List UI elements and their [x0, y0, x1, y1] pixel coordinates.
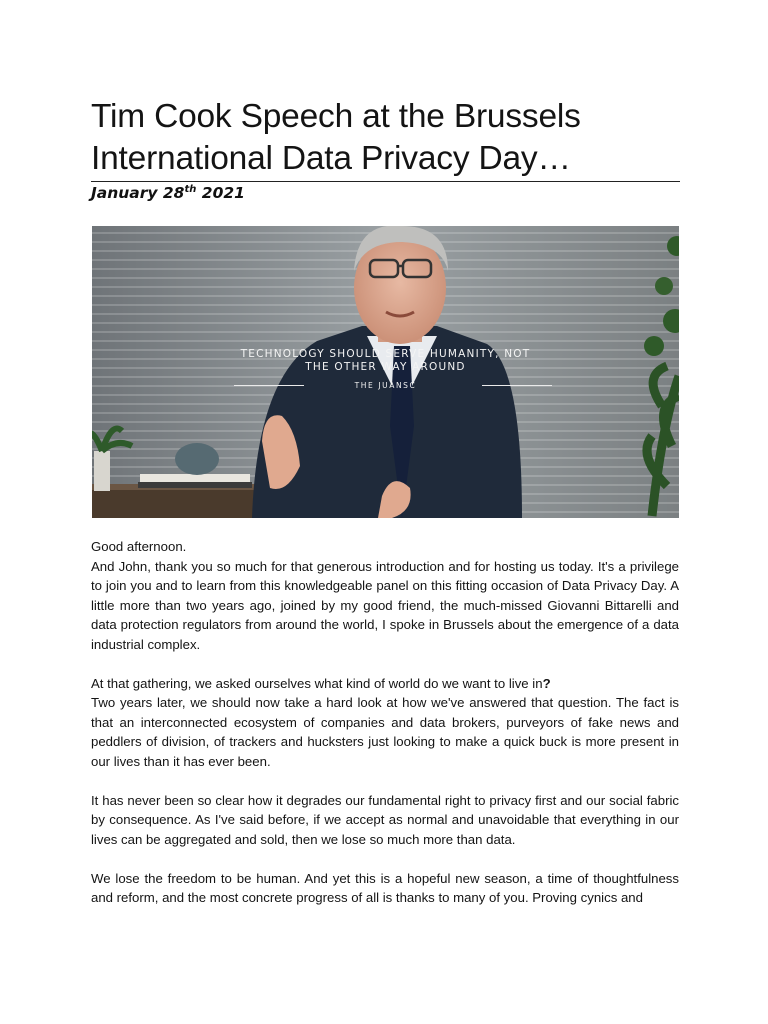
date-ordinal-suffix: th	[184, 184, 197, 195]
title-underline	[91, 181, 680, 182]
photo-credit: THE JUANSC	[354, 381, 417, 390]
photo-quote-line-1: TECHNOLOGY SHOULD SERVE HUMANITY, NOT	[240, 348, 531, 360]
paragraph-1: And John, thank you so much for that generous introduction and for hosting us today. It's a privilege to join you and to learn from this knowledgeable panel on this fitting occasion of Data Privacy Day. A little more than two years ago, joined by my good friend, the much-missed Giovanni Bittarelli and data protection regulators from around the world, I spoke in Brussels about the emergence of a data industrial complex.	[91, 558, 679, 652]
paragraph-question	[91, 674, 679, 694]
speaker-photo	[92, 226, 679, 518]
speech-body	[91, 537, 679, 927]
paragraph-3: It has never been so clear how it degrades our fundamental right to privacy first and our social fabric by consequence. As I've said before, if we accept as normal and unavoidable that everything in our lives can be aggregated and sold, then we lose so much more than data.	[91, 792, 679, 847]
document-date	[91, 184, 245, 202]
photo-quote-line-2: THE OTHER WAY AROUND	[305, 361, 466, 373]
date-year: 2021	[196, 184, 245, 203]
photo-quote	[92, 348, 679, 374]
paragraph-greeting: Good afternoon.	[91, 539, 187, 554]
paragraph-4: We lose the freedom to be human. And yet this is a hopeful new season, a time of thoughtfulness and reform, and the most concrete progress of all is thanks to many of you. Proving cynics and	[91, 870, 679, 905]
paragraph-2: Two years later, we should now take a hard look at how we've answered that question. The fact is that an interconnected ecosystem of companies and data brokers, purveyors of fake news and peddlers of division, of trackers and hucksters just looking to make a quick buck is more present in our lives than it has ever been.	[91, 695, 679, 769]
date-text: January 28	[91, 184, 185, 203]
document-title: Tim Cook Speech at the Brussels International Data Privacy Day…	[91, 98, 581, 177]
paragraph-question-text: At that gathering, we asked ourselves what kind of world do we want to live in	[91, 675, 543, 691]
paragraph-question-mark: ?	[542, 675, 551, 691]
